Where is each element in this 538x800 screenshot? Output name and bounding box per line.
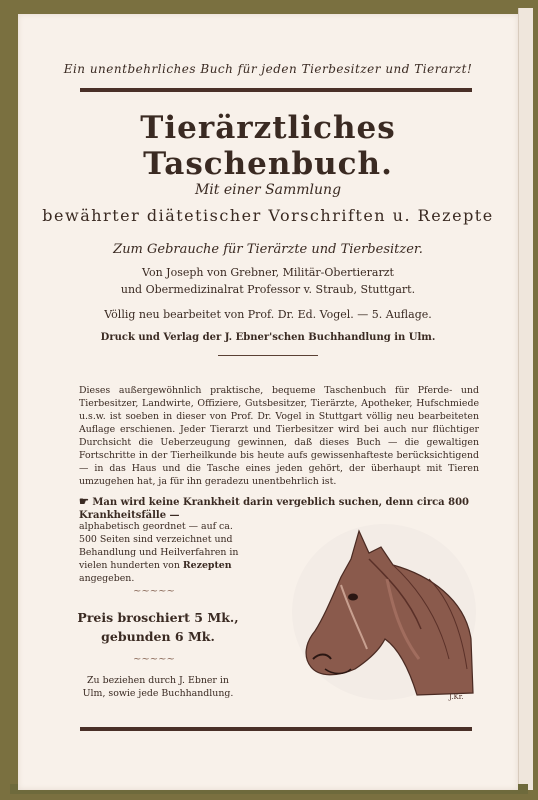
edition-line: Völlig neu bearbeitet von Prof. Dr. Ed. Vogel. — 5. Auflage. — [104, 308, 432, 321]
illustration-signature: J.Kr. — [449, 693, 464, 701]
horse-head-illustration — [289, 519, 479, 705]
author-line-1: Von Joseph von Grebner, Militär-Obertierarzt — [142, 266, 394, 279]
top-rule — [80, 88, 472, 92]
divider-ornament-1: ~~~~~ — [133, 586, 175, 597]
order-line-2: Ulm, sowie jede Buchhandlung. — [82, 688, 234, 699]
tagline: Ein unentbehrliches Buch für jeden Tierbesitzer und Tierarzt! — [63, 62, 473, 76]
publisher-line: Druck und Verlag der J. Ebner'schen Buchhandlung in Ulm. — [100, 332, 436, 343]
author-line-2: und Obermedizinalrat Professor v. Straub, Stuttgart. — [120, 283, 416, 296]
page-title: Tierärztliches Taschenbuch. — [140, 110, 396, 182]
separator — [218, 355, 318, 356]
bottom-rule — [80, 727, 472, 731]
price-line-2: gebunden 6 Mk. — [101, 629, 215, 644]
page — [18, 14, 518, 790]
column-bold: Rezepten — [182, 560, 232, 571]
description-paragraph: Dieses außergewöhnlich praktische, bequeme Taschenbuch für Pferde- und Tierbesitzer, Landwirte, Offiziere, Gutsbesitzer, Tierärzte, Apotheker, Hufschmiede u.s.w. ist soeben in dieser von Prof. Dr. Vogel in Stuttgart völlig neu bearbeiteten Auflage erschienen. Jeder Tierarzt und Tierbesitzer wird bei auch nur flüchtiger Durchsicht die Ueberzeugung gewinnen, daß dieses Buch — die gewaltigen Fortschritte in der Tierheilkunde bis heute aufs gewissenhafteste berücksichtigend — in das Haus und die Tasche eines jeden gehört, der überhaupt mit Tieren umzugehen hat, ja für ihn geradezu unentbehrlich ist. — [79, 385, 479, 487]
subtitle-3: Zum Gebrauche für Tierärzte und Tierbesitzer. — [113, 242, 423, 257]
price-line-1: Preis broschiert 5 Mk., — [77, 610, 239, 625]
subtitle-2: bewährter diätetischer Vorschriften u. Rezepte — [42, 206, 494, 225]
subtitle-1: Mit einer Sammlung — [194, 182, 342, 198]
column-body: alphabetisch geordnet — auf ca. 500 Seiten sind verzeichnet und Behandlung und Heilverfahren in vielen hunderten von — [79, 521, 239, 571]
column-text — [79, 520, 251, 585]
page-edge — [518, 8, 533, 790]
column-tail: angegeben. — [79, 573, 135, 584]
order-line-1: Zu beziehen durch J. Ebner in — [87, 675, 229, 686]
pointing-hand-icon: ☛ — [79, 495, 89, 508]
lead-sentence — [79, 495, 484, 522]
divider-ornament-2: ~~~~~ — [133, 654, 175, 665]
lead-text: Man wird keine Krankheit darin vergeblich suchen, denn circa 800 Krankheitsfälle — — [79, 497, 470, 521]
